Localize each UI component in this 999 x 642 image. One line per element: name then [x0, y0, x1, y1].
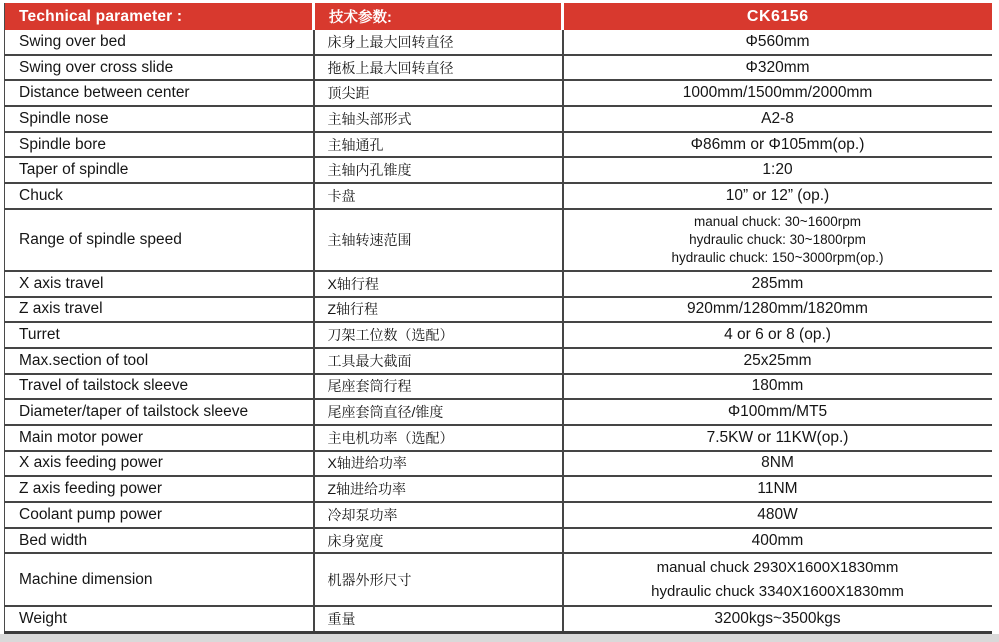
param-zh-cell: 主轴通孔: [314, 132, 563, 158]
param-zh-cell: Z轴进给功率: [314, 476, 563, 502]
param-name-cell: X axis feeding power: [5, 451, 314, 477]
table-row: [5, 322, 992, 348]
param-value-cell: 180mm: [563, 374, 992, 400]
param-value-cell: Φ560mm: [563, 30, 992, 55]
param-zh-cell: 重量: [314, 606, 563, 632]
page-bottom-strip: [0, 634, 999, 642]
param-zh-cell: 卡盘: [314, 183, 563, 209]
header-row: [5, 3, 992, 30]
param-value-cell: Φ86mm or Φ105mm(op.): [563, 132, 992, 158]
param-value-cell: 1000mm/1500mm/2000mm: [563, 80, 992, 106]
spec-table: [4, 3, 992, 634]
param-value-cell: [563, 553, 992, 606]
table-row: [5, 502, 992, 528]
param-value-line: hydraulic chuck: 30~1800rpm: [689, 231, 866, 247]
param-zh-cell: 主电机功率（选配）: [314, 425, 563, 451]
param-value-cell: 920mm/1280mm/1820mm: [563, 297, 992, 323]
param-name-cell: Bed width: [5, 528, 314, 554]
param-zh-cell: 冷却泵功率: [314, 502, 563, 528]
param-value-line: manual chuck 2930X1600X1830mm: [656, 558, 899, 576]
table-row: [5, 553, 992, 606]
table-row: [5, 30, 992, 55]
param-name-cell: Main motor power: [5, 425, 314, 451]
param-value-cell: 25x25mm: [563, 348, 992, 374]
param-zh-cell: 主轴头部形式: [314, 106, 563, 132]
param-value-line: manual chuck: 30~1600rpm: [694, 213, 861, 229]
param-value-cell: 3200kgs~3500kgs: [563, 606, 992, 632]
param-value-cell: 11NM: [563, 476, 992, 502]
param-value-cell: 1:20: [563, 157, 992, 183]
table-row: [5, 374, 992, 400]
param-zh-cell: 床身上最大回转直径: [314, 30, 563, 55]
param-name-cell: X axis travel: [5, 271, 314, 297]
param-name-cell: Max.section of tool: [5, 348, 314, 374]
table-body: [5, 30, 992, 633]
table-row: [5, 476, 992, 502]
table-row: [5, 399, 992, 425]
param-value-cell: 285mm: [563, 271, 992, 297]
param-value-cell: Φ320mm: [563, 55, 992, 81]
param-name-cell: Spindle nose: [5, 106, 314, 132]
param-name-cell: Machine dimension: [5, 553, 314, 606]
table-row: [5, 425, 992, 451]
header-cell-parameter-en: Technical parameter :: [5, 3, 314, 30]
param-zh-cell: 床身宽度: [314, 528, 563, 554]
param-zh-cell: 尾座套筒直径/锥度: [314, 399, 563, 425]
param-zh-cell: 机器外形尺寸: [314, 553, 563, 606]
table-row: [5, 451, 992, 477]
param-zh-cell: 主轴内孔锥度: [314, 157, 563, 183]
param-value-cell: 480W: [563, 502, 992, 528]
param-value-cell: 10” or 12” (op.): [563, 183, 992, 209]
param-value-cell: Φ100mm/MT5: [563, 399, 992, 425]
table-row: [5, 528, 992, 554]
param-zh-cell: 主轴转速范围: [314, 209, 563, 271]
param-zh-cell: 拖板上最大回转直径: [314, 55, 563, 81]
table-row: [5, 183, 992, 209]
param-name-cell: Swing over bed: [5, 30, 314, 55]
param-name-cell: Diameter/taper of tailstock sleeve: [5, 399, 314, 425]
table-row: [5, 606, 992, 632]
param-name-cell: Z axis travel: [5, 297, 314, 323]
param-name-cell: Coolant pump power: [5, 502, 314, 528]
param-value-cell: 400mm: [563, 528, 992, 554]
table-row: [5, 106, 992, 132]
table-row: [5, 132, 992, 158]
param-zh-cell: X轴行程: [314, 271, 563, 297]
param-name-cell: Chuck: [5, 183, 314, 209]
param-value-line: hydraulic chuck 3340X1600X1830mm: [651, 582, 904, 600]
param-name-cell: Travel of tailstock sleeve: [5, 374, 314, 400]
table-row: [5, 297, 992, 323]
param-name-cell: Spindle bore: [5, 132, 314, 158]
param-zh-cell: Z轴行程: [314, 297, 563, 323]
param-zh-cell: 工具最大截面: [314, 348, 563, 374]
param-value-cell: 8NM: [563, 451, 992, 477]
table-row: [5, 80, 992, 106]
header-cell-parameter-zh: 技术参数:: [314, 3, 563, 30]
param-value-cell: 7.5KW or 11KW(op.): [563, 425, 992, 451]
param-value-cell: [563, 209, 992, 271]
table-row: [5, 209, 992, 271]
table-row: [5, 348, 992, 374]
param-zh-cell: 刀架工位数（选配）: [314, 322, 563, 348]
param-name-cell: Swing over cross slide: [5, 55, 314, 81]
param-zh-cell: 尾座套筒行程: [314, 374, 563, 400]
param-name-cell: Taper of spindle: [5, 157, 314, 183]
param-value-cell: 4 or 6 or 8 (op.): [563, 322, 992, 348]
param-value-cell: A2-8: [563, 106, 992, 132]
table-row: [5, 55, 992, 81]
param-name-cell: Weight: [5, 606, 314, 632]
param-value-line: hydraulic chuck: 150~3000rpm(op.): [671, 249, 884, 265]
header-cell-model: CK6156: [563, 3, 992, 30]
param-zh-cell: 顶尖距: [314, 80, 563, 106]
param-name-cell: Turret: [5, 322, 314, 348]
param-zh-cell: X轴进给功率: [314, 451, 563, 477]
table-row: [5, 271, 992, 297]
param-name-cell: Z axis feeding power: [5, 476, 314, 502]
param-name-cell: Range of spindle speed: [5, 209, 314, 271]
table-header: [5, 3, 992, 30]
table-row: [5, 157, 992, 183]
param-name-cell: Distance between center: [5, 80, 314, 106]
spec-table-wrap: [4, 3, 992, 634]
